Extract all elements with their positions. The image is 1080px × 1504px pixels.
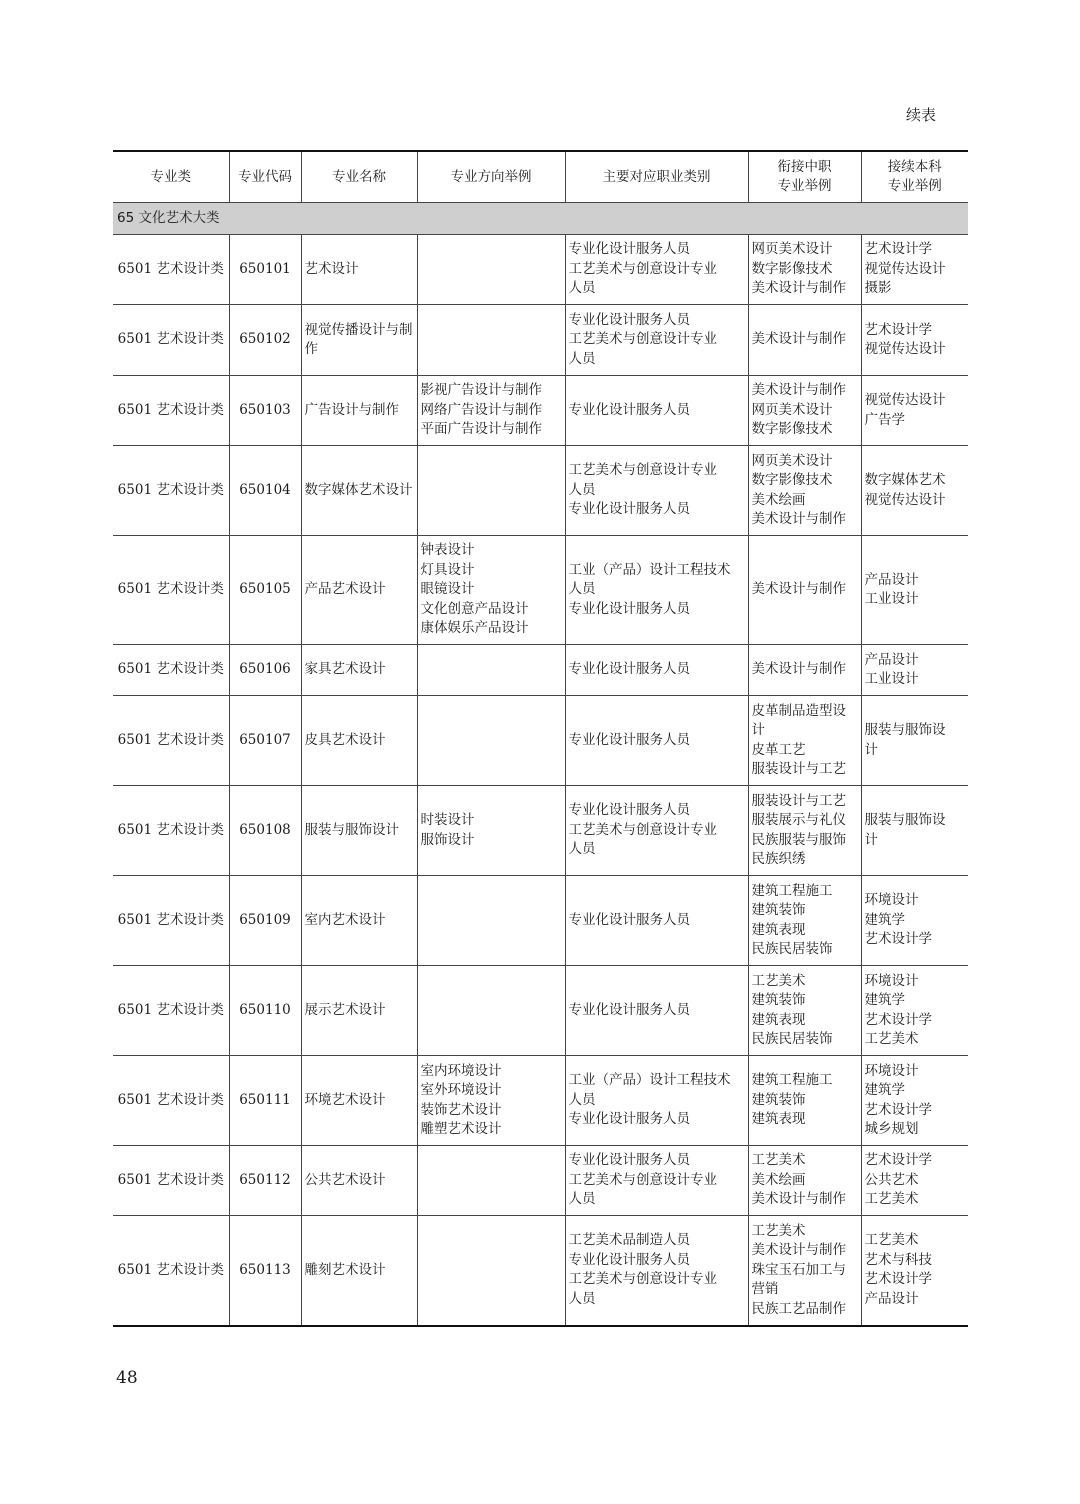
cell-secondary xyxy=(748,645,861,696)
cell-line: 人员 xyxy=(568,1091,596,1108)
cell-directions xyxy=(417,536,565,645)
header-bachelor-line: 专业举例 xyxy=(887,178,942,194)
cell-code xyxy=(229,966,301,1056)
cell-directions xyxy=(417,1216,565,1326)
cell-class-text: 6501 艺术设计类 xyxy=(117,731,224,748)
cell-line: 艺术设计学 xyxy=(864,1011,932,1028)
cell-code-text: 650107 xyxy=(239,731,291,748)
cell-line: 工艺美术与创意设计专业 xyxy=(568,260,717,277)
cell-secondary xyxy=(748,376,861,446)
cell-line: 视觉传达设计 xyxy=(864,392,946,408)
cell-line: 环境设计 xyxy=(864,892,919,909)
cell-bachelor xyxy=(861,376,968,446)
cell-bachelor xyxy=(861,1056,968,1146)
cell-line: 艺术设计学 xyxy=(864,931,932,948)
cell-secondary xyxy=(748,1146,861,1216)
cell-line: 专业化设计服务人员 xyxy=(568,661,690,678)
cell-bachelor xyxy=(861,876,968,966)
cell-line: 建筑装饰 xyxy=(751,992,806,1008)
header-secondary-line: 专业举例 xyxy=(777,178,832,194)
cell-secondary xyxy=(748,966,861,1056)
cell-code xyxy=(229,786,301,876)
cell-name xyxy=(301,235,417,305)
cell-line: 建筑工程施工 xyxy=(751,882,833,899)
cell-name-text: 广告设计与制作 xyxy=(304,401,399,418)
table-row xyxy=(113,305,968,376)
cell-line: 皮革工艺 xyxy=(751,741,806,758)
cell-line: 民族服装与服饰 xyxy=(751,831,846,848)
cell-directions xyxy=(417,305,565,376)
cell-class xyxy=(113,305,229,376)
table-row xyxy=(113,536,968,645)
cell-secondary xyxy=(748,305,861,376)
cell-bachelor xyxy=(861,235,968,305)
cell-code-text: 650101 xyxy=(239,260,291,277)
table-row xyxy=(113,876,968,966)
cell-class xyxy=(113,1146,229,1216)
cell-line: 服装设计与工艺 xyxy=(751,761,846,777)
cell-class-text: 6501 艺术设计类 xyxy=(117,1001,224,1018)
cell-line: 眼镜设计 xyxy=(420,581,475,598)
cell-line: 美术设计与制作 xyxy=(751,331,846,348)
header-jobs: 主要对应职业类别 xyxy=(565,151,748,203)
cell-code-text: 650109 xyxy=(239,911,291,928)
cell-code xyxy=(229,536,301,645)
cell-line: 工艺美术品制造人员 xyxy=(568,1232,690,1249)
cell-name-text: 公共艺术设计 xyxy=(304,1171,386,1188)
cell-name-text: 展示艺术设计 xyxy=(304,1001,386,1018)
cell-name xyxy=(301,1056,417,1146)
cell-name xyxy=(301,696,417,786)
cell-class xyxy=(113,536,229,645)
cell-jobs xyxy=(565,645,748,696)
cell-line: 视觉传达设计 xyxy=(864,491,946,508)
cell-line: 产品设计 xyxy=(864,1290,919,1307)
table-row xyxy=(113,1056,968,1146)
table-row xyxy=(113,376,968,446)
table-row xyxy=(113,696,968,786)
cell-line: 服装与服饰设 xyxy=(864,722,946,738)
header-secondary-line: 衔接中职 xyxy=(777,159,832,175)
cell-line: 人员 xyxy=(568,280,596,297)
cell-line: 美术设计与制作 xyxy=(751,1191,846,1208)
table-row xyxy=(113,966,968,1056)
cell-line: 艺术设计学 xyxy=(864,1271,932,1288)
cell-line: 艺术设计学 xyxy=(864,1101,932,1118)
table-row xyxy=(113,786,968,876)
cell-secondary xyxy=(748,536,861,645)
cell-line: 雕塑艺术设计 xyxy=(420,1121,502,1137)
cell-name xyxy=(301,966,417,1056)
cell-jobs xyxy=(565,376,748,446)
cell-class-text: 6501 艺术设计类 xyxy=(117,1261,224,1278)
cell-line: 视觉传达设计 xyxy=(864,260,946,277)
cell-secondary xyxy=(748,235,861,305)
cell-secondary xyxy=(748,1056,861,1146)
cell-line: 美术设计与制作 xyxy=(751,581,846,598)
cell-line: 工艺美术 xyxy=(751,972,806,989)
cell-code xyxy=(229,876,301,966)
cell-name-text: 室内艺术设计 xyxy=(304,911,386,928)
cell-jobs xyxy=(565,876,748,966)
cell-directions xyxy=(417,786,565,876)
cell-line: 室外环境设计 xyxy=(420,1082,502,1098)
cell-bachelor xyxy=(861,446,968,536)
cell-jobs xyxy=(565,696,748,786)
cell-name xyxy=(301,876,417,966)
cell-line: 服装与服饰设 xyxy=(864,812,946,828)
header-bachelor-line: 接续本科 xyxy=(887,159,942,175)
cell-line: 艺术设计学 xyxy=(864,321,932,338)
cell-secondary xyxy=(748,446,861,536)
header-secondary xyxy=(748,151,861,203)
cell-directions xyxy=(417,376,565,446)
header-bachelor xyxy=(861,151,968,203)
table-row xyxy=(113,645,968,696)
cell-line: 建筑表现 xyxy=(751,1111,806,1128)
cell-class-text: 6501 艺术设计类 xyxy=(117,401,224,418)
cell-bachelor xyxy=(861,1146,968,1216)
header-class: 专业类 xyxy=(113,151,229,203)
cell-line: 专业化设计服务人员 xyxy=(568,1111,690,1128)
cell-line: 专业化设计服务人员 xyxy=(568,241,690,258)
cell-line: 数字媒体艺术 xyxy=(864,472,946,488)
table-row xyxy=(113,235,968,305)
cell-line: 建筑装饰 xyxy=(751,1091,806,1108)
cell-jobs xyxy=(565,1056,748,1146)
cell-line: 康体娱乐产品设计 xyxy=(420,620,529,637)
cell-secondary xyxy=(748,696,861,786)
cell-directions xyxy=(417,966,565,1056)
cell-code-text: 650108 xyxy=(239,821,291,838)
cell-line: 工业设计 xyxy=(864,591,919,607)
cell-code xyxy=(229,1216,301,1326)
cell-name xyxy=(301,305,417,376)
cell-line: 工艺美术 xyxy=(751,1152,806,1169)
cell-line: 工艺美术 xyxy=(864,1191,919,1208)
cell-line: 装饰艺术设计 xyxy=(420,1101,502,1118)
cell-line: 专业化设计服务人员 xyxy=(568,1251,690,1268)
cell-line: 营销 xyxy=(751,1281,779,1297)
cell-line: 美术绘画 xyxy=(751,491,806,508)
header-row xyxy=(113,151,968,203)
cell-line: 民族织绣 xyxy=(751,851,806,867)
cell-line: 珠宝玉石加工与 xyxy=(751,1261,846,1278)
cell-code-text: 650104 xyxy=(239,481,291,498)
header-directions: 专业方向举例 xyxy=(417,151,565,203)
cell-class-text: 6501 艺术设计类 xyxy=(117,821,224,838)
cell-class xyxy=(113,446,229,536)
cell-line: 工艺美术 xyxy=(751,1222,806,1239)
cell-line: 工艺美术 xyxy=(864,1031,919,1047)
cell-name-text: 数字媒体艺术设计 xyxy=(304,481,413,498)
cell-line: 工艺美术与创意设计专业 xyxy=(568,821,717,838)
cell-line: 产品设计 xyxy=(864,651,919,668)
cell-line: 产品设计 xyxy=(864,571,919,588)
cell-class xyxy=(113,1056,229,1146)
cell-class xyxy=(113,966,229,1056)
cell-line: 艺术与科技 xyxy=(864,1251,932,1268)
cell-line: 专业化设计服务人员 xyxy=(568,401,690,418)
cell-name-text: 艺术设计 xyxy=(304,260,359,277)
cell-line: 城乡规划 xyxy=(864,1121,919,1137)
cell-jobs xyxy=(565,786,748,876)
cell-bachelor xyxy=(861,786,968,876)
cell-name-text: 产品艺术设计 xyxy=(304,581,386,598)
cell-line: 灯具设计 xyxy=(420,561,475,578)
cell-line: 建筑学 xyxy=(864,911,905,928)
cell-line: 人员 xyxy=(568,581,596,598)
cell-class-text: 6501 艺术设计类 xyxy=(117,661,224,678)
cell-class xyxy=(113,235,229,305)
cell-line: 民族民居装饰 xyxy=(751,941,833,957)
cell-class-text: 6501 艺术设计类 xyxy=(117,331,224,348)
cell-line: 工艺美术与创意设计专业 xyxy=(568,462,717,479)
cell-class xyxy=(113,376,229,446)
cell-line: 平面广告设计与制作 xyxy=(420,421,542,438)
cell-jobs xyxy=(565,1216,748,1326)
cell-bachelor xyxy=(861,305,968,376)
table-row xyxy=(113,1216,968,1326)
cell-directions xyxy=(417,446,565,536)
cell-bachelor xyxy=(861,966,968,1056)
cell-line: 建筑表现 xyxy=(751,1011,806,1028)
cell-line: 服装展示与礼仪 xyxy=(751,812,846,828)
cell-line: 室内环境设计 xyxy=(420,1062,502,1079)
cell-line: 网页美术设计 xyxy=(751,401,833,418)
cell-line: 钟表设计 xyxy=(420,542,475,559)
cell-code-text: 650112 xyxy=(239,1171,291,1188)
cell-jobs xyxy=(565,446,748,536)
cell-line: 工艺美术 xyxy=(864,1232,919,1249)
cell-name-text: 家具艺术设计 xyxy=(304,661,386,678)
cell-line: 专业化设计服务人员 xyxy=(568,731,690,748)
cell-bachelor xyxy=(861,1216,968,1326)
cell-jobs xyxy=(565,305,748,376)
cell-code-text: 650103 xyxy=(239,401,291,418)
cell-name xyxy=(301,786,417,876)
cell-line: 计 xyxy=(864,741,878,758)
cell-class xyxy=(113,1216,229,1326)
cell-secondary xyxy=(748,786,861,876)
cell-code xyxy=(229,376,301,446)
cell-name xyxy=(301,536,417,645)
cell-directions xyxy=(417,1146,565,1216)
cell-line: 美术设计与制作 xyxy=(751,661,846,678)
cell-bachelor xyxy=(861,536,968,645)
cell-line: 建筑工程施工 xyxy=(751,1072,833,1089)
cell-bachelor xyxy=(861,696,968,786)
cell-line: 数字影像技术 xyxy=(751,260,833,277)
cell-line: 工业（产品）设计工程技术 xyxy=(568,561,731,578)
cell-line: 人员 xyxy=(568,481,596,498)
cell-name-text: 雕刻艺术设计 xyxy=(304,1261,386,1278)
cell-class-text: 6501 艺术设计类 xyxy=(117,581,224,598)
cell-class-text: 6501 艺术设计类 xyxy=(117,260,224,277)
cell-line: 民族民居装饰 xyxy=(751,1031,833,1047)
cell-line: 专业化设计服务人员 xyxy=(568,311,690,328)
cell-line: 数字影像技术 xyxy=(751,472,833,488)
cell-code-text: 650106 xyxy=(239,661,291,678)
cell-class-text: 6501 艺术设计类 xyxy=(117,481,224,498)
cell-class xyxy=(113,645,229,696)
cell-line: 摄影 xyxy=(864,280,892,297)
cell-directions xyxy=(417,696,565,786)
cell-line: 艺术设计学 xyxy=(864,1152,932,1169)
cell-line: 环境设计 xyxy=(864,972,919,989)
cell-line: 服饰设计 xyxy=(420,831,475,848)
cell-line: 美术设计与制作 xyxy=(751,1242,846,1258)
cell-line: 建筑装饰 xyxy=(751,902,806,918)
cell-class-text: 6501 艺术设计类 xyxy=(117,1171,224,1188)
cell-line: 建筑学 xyxy=(864,992,905,1008)
majors-table xyxy=(113,150,968,1327)
cell-line: 美术设计与制作 xyxy=(751,382,846,399)
cell-line: 人员 xyxy=(568,1191,596,1208)
cell-line: 美术设计与制作 xyxy=(751,511,846,527)
cell-line: 计 xyxy=(751,722,765,738)
cell-name-text: 视觉传播设计与制作 xyxy=(304,321,413,357)
cell-directions xyxy=(417,876,565,966)
cell-line: 专业化设计服务人员 xyxy=(568,1152,690,1169)
cell-line: 人员 xyxy=(568,1290,596,1307)
cell-jobs xyxy=(565,966,748,1056)
cell-class xyxy=(113,696,229,786)
cell-jobs xyxy=(565,1146,748,1216)
cell-line: 艺术设计学 xyxy=(864,241,932,258)
cell-line: 影视广告设计与制作 xyxy=(420,382,542,399)
cell-line: 计 xyxy=(864,831,878,848)
table-row xyxy=(113,1146,968,1216)
cell-line: 网页美术设计 xyxy=(751,452,833,469)
cell-code xyxy=(229,305,301,376)
cell-line: 工艺美术与创意设计专业 xyxy=(568,331,717,348)
cell-bachelor xyxy=(861,645,968,696)
cell-jobs xyxy=(565,235,748,305)
header-code: 专业代码 xyxy=(229,151,301,203)
cell-line: 文化创意产品设计 xyxy=(420,600,529,617)
cell-line: 专业化设计服务人员 xyxy=(568,802,690,819)
header-name: 专业名称 xyxy=(301,151,417,203)
cell-line: 服装设计与工艺 xyxy=(751,792,846,809)
table-row xyxy=(113,446,968,536)
cell-line: 工艺美术与创意设计专业 xyxy=(568,1171,717,1188)
cell-line: 专业化设计服务人员 xyxy=(568,1001,690,1018)
cell-directions xyxy=(417,235,565,305)
cell-line: 民族工艺品制作 xyxy=(751,1300,846,1317)
cell-line: 数字影像技术 xyxy=(751,421,833,438)
cell-line: 美术绘画 xyxy=(751,1171,806,1188)
cell-line: 专业化设计服务人员 xyxy=(568,600,690,617)
cell-class xyxy=(113,786,229,876)
cell-name xyxy=(301,1216,417,1326)
cell-line: 建筑学 xyxy=(864,1082,905,1098)
cell-line: 视觉传达设计 xyxy=(864,341,946,357)
cell-line: 美术设计与制作 xyxy=(751,280,846,297)
cell-name-text: 环境艺术设计 xyxy=(304,1091,386,1108)
cell-directions xyxy=(417,1056,565,1146)
category-label: 65 文化艺术大类 xyxy=(113,203,968,235)
cell-line: 工业（产品）设计工程技术 xyxy=(568,1072,731,1089)
continuation-label: 续表 xyxy=(906,106,937,124)
cell-line: 广告学 xyxy=(864,411,905,428)
cell-line: 时装设计 xyxy=(420,812,475,828)
cell-name-text: 服装与服饰设计 xyxy=(304,821,399,838)
cell-code-text: 650113 xyxy=(239,1261,291,1278)
cell-code-text: 650110 xyxy=(239,1001,291,1018)
cell-code xyxy=(229,696,301,786)
cell-class-text: 6501 艺术设计类 xyxy=(117,1091,224,1108)
cell-code xyxy=(229,446,301,536)
cell-jobs xyxy=(565,536,748,645)
cell-line: 环境设计 xyxy=(864,1062,919,1079)
cell-code-text: 650105 xyxy=(239,581,291,598)
cell-code xyxy=(229,1056,301,1146)
cell-line: 皮革制品造型设 xyxy=(751,702,846,719)
cell-line: 人员 xyxy=(568,350,596,367)
cell-line: 建筑表现 xyxy=(751,921,806,938)
cell-class xyxy=(113,876,229,966)
cell-name xyxy=(301,376,417,446)
cell-name xyxy=(301,446,417,536)
cell-code-text: 650102 xyxy=(239,331,291,348)
cell-code-text: 650111 xyxy=(239,1091,291,1108)
cell-line: 专业化设计服务人员 xyxy=(568,911,690,928)
category-row xyxy=(113,203,968,235)
cell-line: 网络广告设计与制作 xyxy=(420,401,542,418)
cell-secondary xyxy=(748,876,861,966)
cell-secondary xyxy=(748,1216,861,1326)
cell-line: 网页美术设计 xyxy=(751,241,833,258)
cell-code xyxy=(229,235,301,305)
cell-line: 人员 xyxy=(568,841,596,858)
cell-line: 工业设计 xyxy=(864,671,919,687)
cell-name xyxy=(301,1146,417,1216)
cell-line: 专业化设计服务人员 xyxy=(568,501,690,518)
page-number: 48 xyxy=(116,1368,138,1388)
cell-code xyxy=(229,1146,301,1216)
cell-class-text: 6501 艺术设计类 xyxy=(117,911,224,928)
cell-directions xyxy=(417,645,565,696)
cell-line: 公共艺术 xyxy=(864,1171,919,1188)
cell-name xyxy=(301,645,417,696)
cell-name-text: 皮具艺术设计 xyxy=(304,731,386,748)
cell-code xyxy=(229,645,301,696)
cell-line: 工艺美术与创意设计专业 xyxy=(568,1271,717,1288)
